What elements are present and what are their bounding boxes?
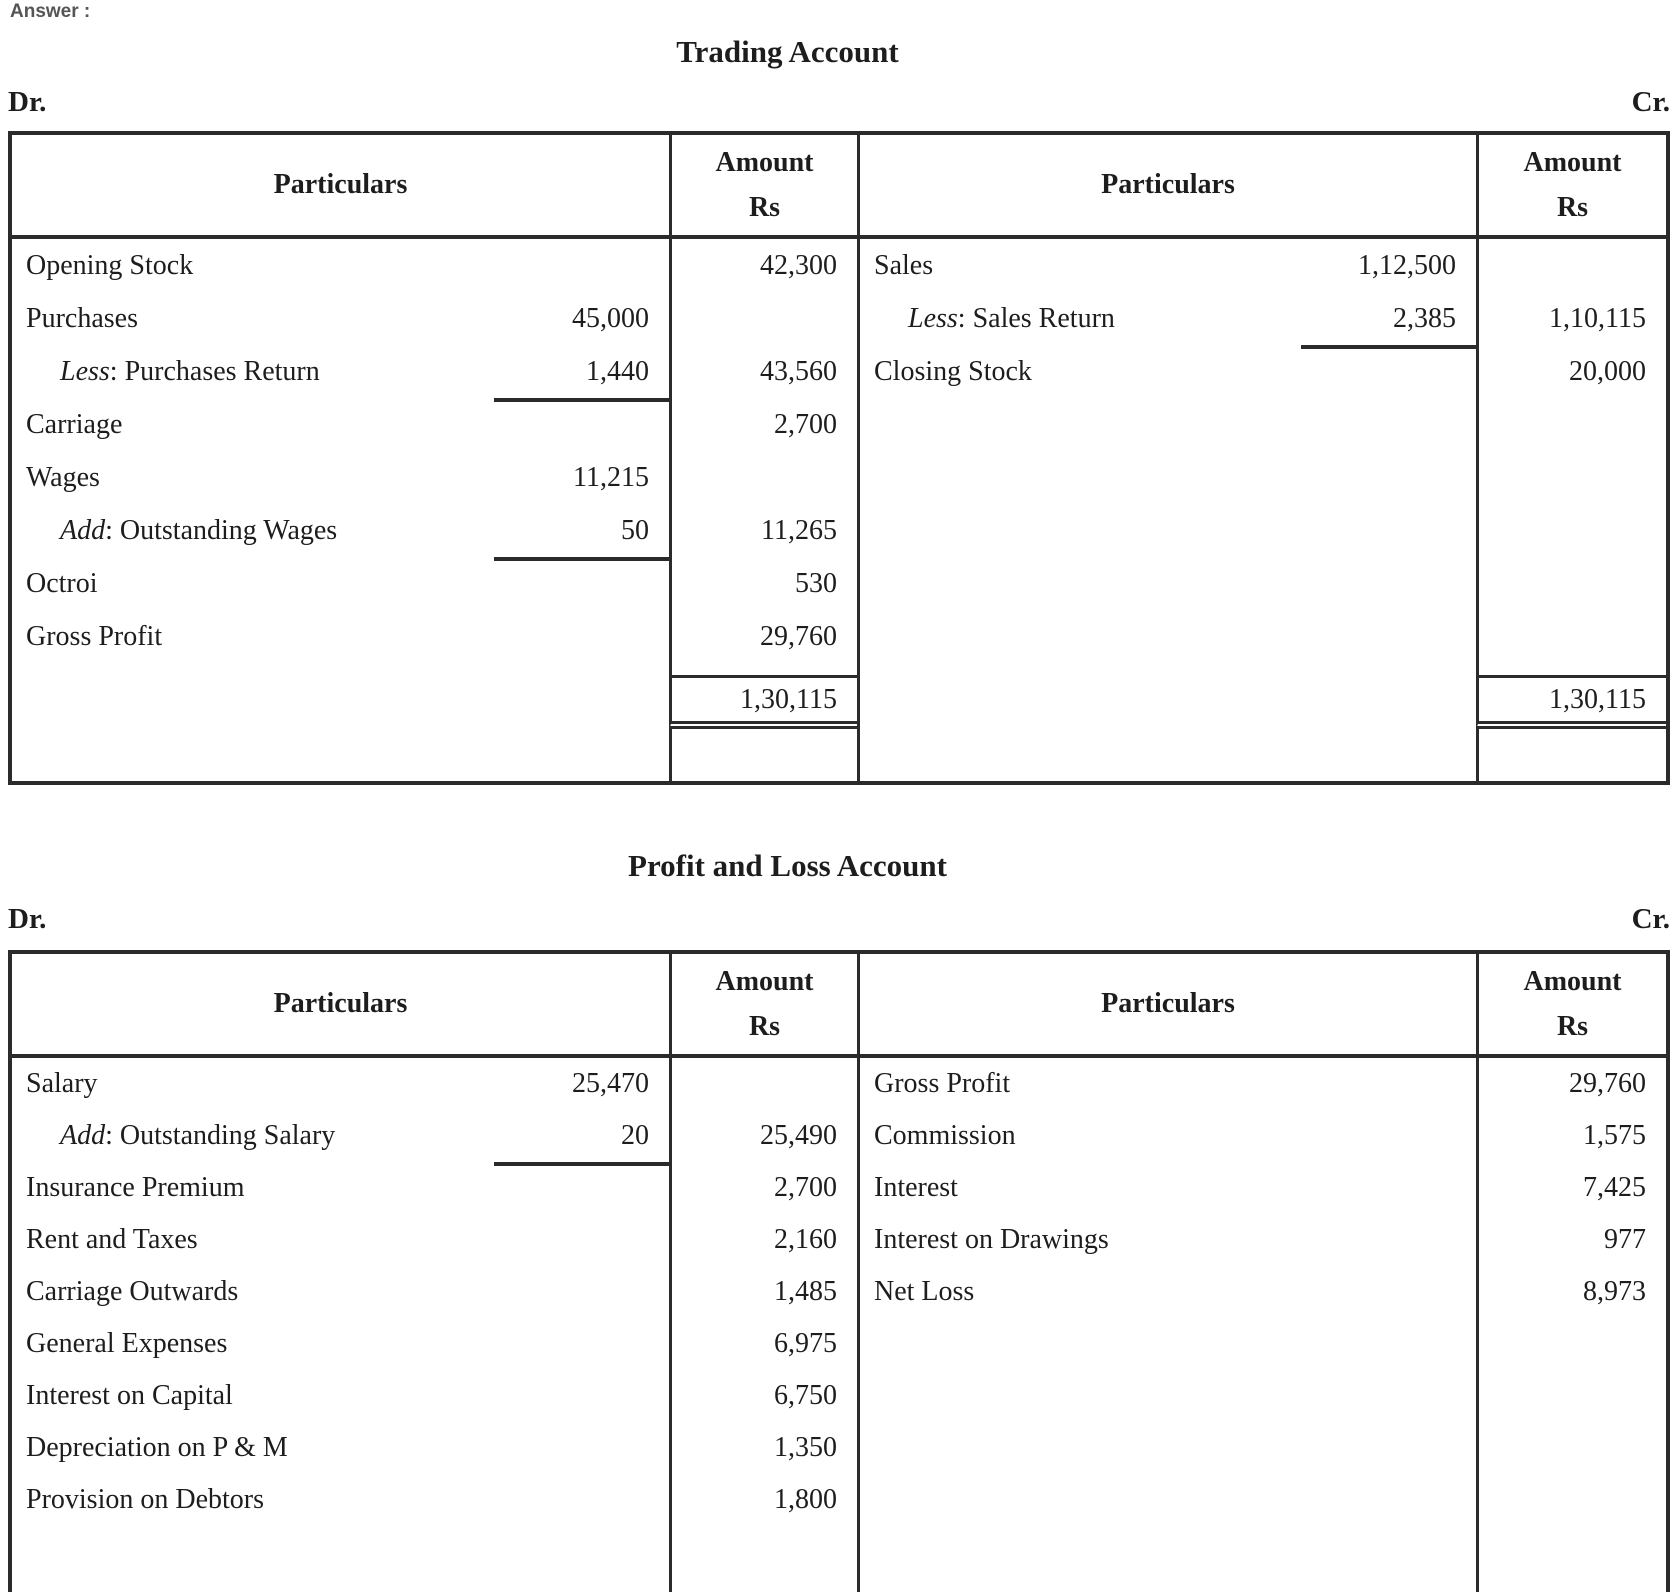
amount-cell — [1476, 398, 1666, 675]
particulars-cell — [12, 398, 669, 451]
ledger-row — [12, 1370, 857, 1422]
amount-cell: 11,265 — [669, 504, 857, 557]
spacer-row — [12, 729, 857, 781]
amount-cell: 8,973 — [1476, 1266, 1666, 1318]
particulars-label: Rent and Taxes — [26, 1224, 198, 1255]
trading-drcr-row — [8, 86, 1670, 118]
particulars-cell — [12, 1058, 669, 1110]
pl-credit-side — [860, 954, 1666, 1592]
particulars-label: Gross Profit — [874, 1068, 1011, 1099]
ledger-row — [12, 504, 857, 557]
particulars-header: Particulars — [273, 169, 408, 200]
amount-cell — [669, 292, 857, 345]
particulars-cell — [12, 557, 669, 610]
particulars-cell — [12, 504, 669, 557]
particulars-cell — [12, 1318, 669, 1370]
trading-credit-header — [860, 135, 1666, 239]
amount-header — [1476, 954, 1666, 1054]
particulars-cell — [12, 451, 669, 504]
amount-cell: 6,975 — [669, 1318, 857, 1370]
trading-debit-header — [12, 135, 857, 239]
ledger-row — [860, 1266, 1666, 1318]
pl-credit-rows — [860, 1058, 1666, 1592]
pl-debit-rows — [12, 1058, 857, 1592]
amount-cell: 7,425 — [1476, 1162, 1666, 1214]
pl-debit-side — [12, 954, 860, 1592]
spacer-row — [860, 1318, 1666, 1592]
particulars-header: Particulars — [1101, 988, 1235, 1019]
spacer-row — [860, 398, 1666, 675]
particulars-label: Closing Stock — [874, 355, 1032, 387]
amount-header-word: Amount — [1523, 966, 1622, 997]
particulars-label: Gross Profit — [26, 620, 163, 652]
trading-credit-rows — [860, 239, 1666, 675]
amount-cell — [669, 1058, 857, 1110]
italic-keyword: Less — [908, 302, 958, 334]
particulars-cell — [860, 1058, 1476, 1110]
amount-cell: 2,160 — [669, 1214, 857, 1266]
spacer-row — [12, 1526, 857, 1592]
amount-cell: 1,800 — [669, 1474, 857, 1526]
ledger-row — [12, 1058, 857, 1110]
ledger-row — [12, 1266, 857, 1318]
particulars-label: Commission — [874, 1120, 1016, 1151]
trading-dr-label: Dr. — [8, 86, 47, 118]
ledger-row — [12, 1162, 857, 1214]
amount-cell: 25,490 — [669, 1110, 857, 1162]
amount-cell: 1,350 — [669, 1422, 857, 1474]
inner-amount: 2,385 — [1393, 302, 1456, 334]
particulars-label: Octroi — [26, 567, 98, 599]
ledger-row — [12, 239, 857, 292]
amount-cell: 1,575 — [1476, 1110, 1666, 1162]
particulars-label: Provision on Debtors — [26, 1484, 264, 1515]
particulars-cell — [12, 239, 669, 292]
particulars-label: Wages — [26, 461, 100, 493]
particulars-cell — [12, 1162, 669, 1214]
ledger-row — [860, 1110, 1666, 1162]
amount-header-word: Amount — [715, 147, 814, 178]
amount-header — [1476, 135, 1666, 235]
particulars-cell — [12, 292, 669, 345]
currency-header-word: Rs — [1556, 192, 1589, 223]
particulars-cell — [12, 1526, 669, 1592]
profit-loss-account-title: Profit and Loss Account — [628, 848, 947, 883]
ledger-row — [12, 1110, 857, 1162]
amount-cell: 6,750 — [669, 1370, 857, 1422]
ledger-row — [12, 1318, 857, 1370]
amount-cell: 43,560 — [669, 345, 857, 398]
ledger-row — [860, 345, 1666, 398]
amount-cell — [669, 451, 857, 504]
ledger-row — [12, 398, 857, 451]
particulars-label: Salary — [26, 1068, 98, 1099]
particulars-cell — [860, 1162, 1476, 1214]
particulars-label: Opening Stock — [26, 249, 194, 281]
particulars-cell — [12, 663, 669, 675]
particulars-cell — [12, 729, 669, 781]
particulars-label: Net Loss — [874, 1276, 975, 1307]
particulars-label: General Expenses — [26, 1328, 228, 1359]
italic-keyword: Add — [60, 1120, 106, 1151]
amount-cell: 1,485 — [669, 1266, 857, 1318]
particulars-cell — [860, 1110, 1476, 1162]
particulars-label: Interest on Capital — [26, 1380, 233, 1411]
ledger-row — [860, 1058, 1666, 1110]
trading-debit-total-row — [12, 675, 857, 729]
amount-header — [669, 135, 857, 235]
particulars-cell — [860, 398, 1476, 675]
trading-account-table — [8, 131, 1670, 785]
amount-cell: 1,10,115 — [1476, 292, 1666, 345]
ledger-row — [12, 1474, 857, 1526]
trading-debit-side — [12, 135, 860, 781]
amount-cell: 42,300 — [669, 239, 857, 292]
particulars-cell — [12, 345, 669, 398]
currency-header-word: Rs — [1556, 1011, 1589, 1042]
amount-cell: 20,000 — [1476, 345, 1666, 398]
amount-cell: 29,760 — [1476, 1058, 1666, 1110]
particulars-label: Carriage — [26, 408, 123, 440]
particulars-header: Particulars — [273, 988, 408, 1019]
amount-cell: 530 — [669, 557, 857, 610]
trading-debit-rows — [12, 239, 857, 675]
particulars-label: Insurance Premium — [26, 1172, 245, 1203]
particulars-cell — [860, 675, 1476, 729]
italic-keyword: Less — [60, 355, 110, 387]
trading-cr-label: Cr. — [1631, 86, 1670, 118]
spacer-row — [12, 663, 857, 675]
ledger-row — [12, 451, 857, 504]
amount-cell — [669, 663, 857, 675]
trading-debit-total-amount: 1,30,115 — [669, 675, 857, 729]
particulars-label: Depreciation on P & M — [26, 1432, 288, 1463]
particulars-label: Interest on Drawings — [874, 1224, 1109, 1255]
particulars-cell — [12, 1370, 669, 1422]
particulars-cell — [860, 345, 1476, 398]
inner-amount: 1,12,500 — [1358, 249, 1456, 281]
ledger-row — [12, 292, 857, 345]
particulars-cell — [860, 729, 1476, 781]
inner-amount: 1,440 — [586, 355, 649, 387]
inner-amount: 25,470 — [572, 1068, 649, 1099]
pl-dr-label: Dr. — [8, 903, 47, 935]
inner-amount: 11,215 — [573, 461, 649, 493]
particulars-label: Interest — [874, 1172, 958, 1203]
ledger-row — [12, 1214, 857, 1266]
particulars-label: Add: Outstanding Wages — [60, 514, 338, 546]
amount-cell: 977 — [1476, 1214, 1666, 1266]
ledger-row — [12, 1422, 857, 1474]
amount-cell — [1476, 729, 1666, 781]
particulars-label: Add: Outstanding Salary — [60, 1120, 336, 1151]
amount-cell: 2,700 — [669, 398, 857, 451]
currency-header-word: Rs — [748, 192, 781, 223]
inner-amount: 45,000 — [572, 302, 649, 334]
particulars-header: Particulars — [1101, 169, 1235, 200]
amount-cell: 29,760 — [669, 610, 857, 663]
amount-header-word: Amount — [1523, 147, 1622, 178]
trading-credit-total-row — [860, 675, 1666, 729]
answer-label: Answer : — [10, 1, 91, 22]
pl-cr-label: Cr. — [1631, 903, 1670, 935]
particulars-cell — [12, 1474, 669, 1526]
amount-header-word: Amount — [715, 966, 814, 997]
trading-credit-total-amount: 1,30,115 — [1476, 675, 1666, 729]
inner-amount: 50 — [621, 514, 649, 546]
particulars-cell — [860, 1214, 1476, 1266]
amount-cell: 2,700 — [669, 1162, 857, 1214]
pl-drcr-row — [8, 903, 1670, 935]
particulars-cell — [860, 292, 1476, 345]
ledger-row — [860, 292, 1666, 345]
ledger-row — [860, 239, 1666, 292]
particulars-cell — [860, 1266, 1476, 1318]
particulars-cell — [12, 1214, 669, 1266]
amount-cell — [1476, 239, 1666, 292]
ledger-row — [12, 345, 857, 398]
ledger-row — [860, 1162, 1666, 1214]
currency-header-word: Rs — [748, 1011, 781, 1042]
particulars-label: Purchases — [26, 302, 138, 334]
amount-cell — [669, 729, 857, 781]
spacer-row — [860, 729, 1666, 781]
inner-amount: 20 — [621, 1120, 649, 1151]
ledger-row — [12, 610, 857, 663]
ledger-row — [860, 1214, 1666, 1266]
particulars-label: Less: Sales Return — [908, 302, 1115, 334]
particulars-cell — [860, 1318, 1476, 1592]
trading-credit-side — [860, 135, 1666, 781]
particulars-cell — [12, 1422, 669, 1474]
particulars-cell — [12, 1266, 669, 1318]
particulars-label: Sales — [874, 249, 934, 281]
particulars-cell — [12, 610, 669, 663]
amount-header — [669, 954, 857, 1054]
italic-keyword: Add — [60, 514, 106, 546]
ledger-row — [12, 557, 857, 610]
particulars-cell — [860, 239, 1476, 292]
particulars-label: Less: Purchases Return — [60, 355, 320, 387]
amount-cell — [1476, 1318, 1666, 1592]
particulars-cell — [12, 675, 669, 729]
particulars-cell — [12, 1110, 669, 1162]
amount-cell — [669, 1526, 857, 1592]
pl-debit-header — [12, 954, 857, 1058]
pl-credit-header — [860, 954, 1666, 1058]
profit-loss-account-table — [8, 950, 1670, 1592]
particulars-label: Carriage Outwards — [26, 1276, 239, 1307]
trading-account-title: Trading Account — [676, 34, 899, 69]
